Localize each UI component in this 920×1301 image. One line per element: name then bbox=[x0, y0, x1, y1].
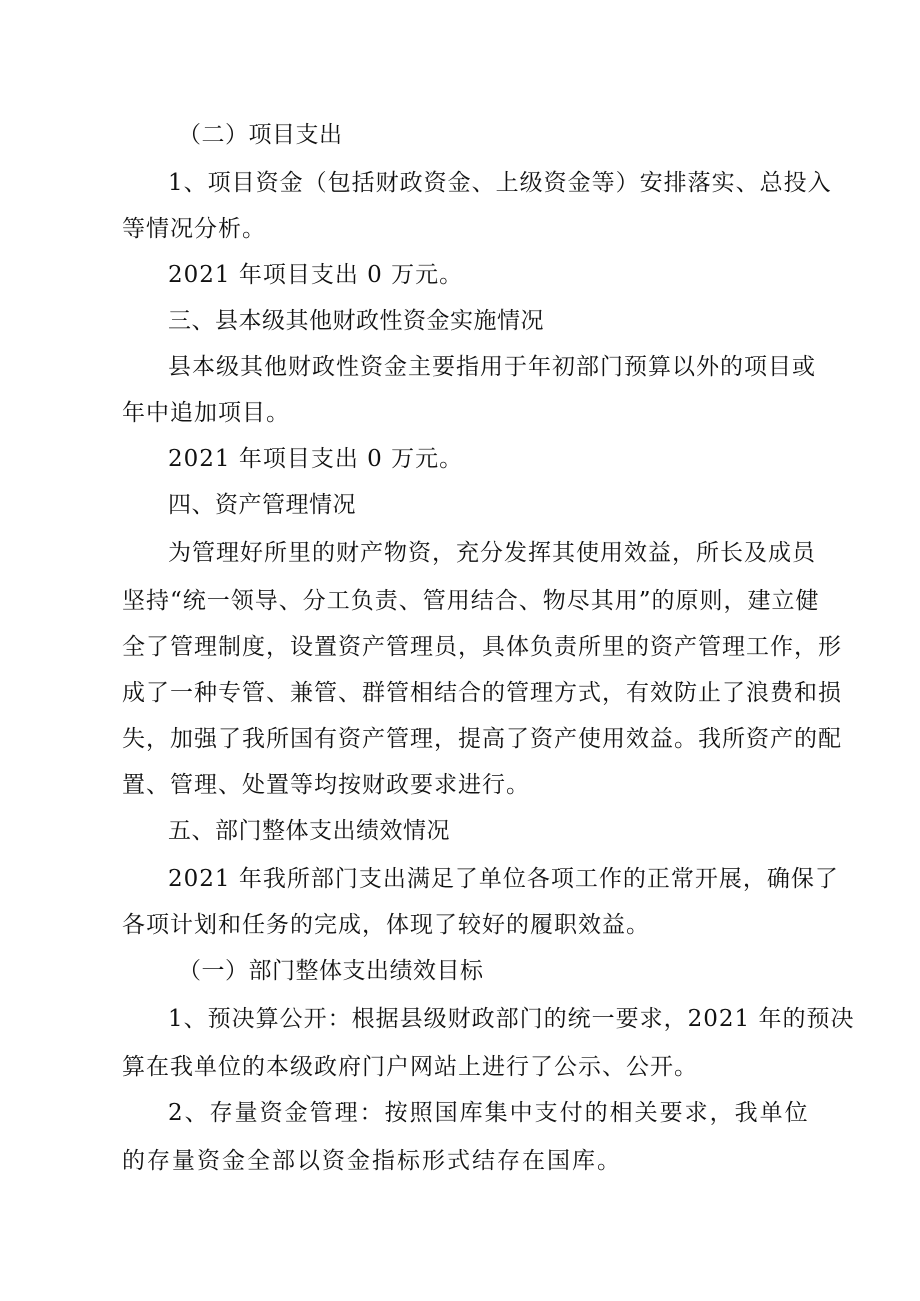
paragraph-line: 1、项目资金（包括财政资金、上级资金等）安排落实、总投入 bbox=[168, 170, 832, 196]
paragraph-line: 年中追加项目。 bbox=[122, 400, 290, 426]
paragraph-line: 坚持“统一领导、分工负责、管用结合、物尽其用”的原则，建立健 bbox=[122, 588, 820, 614]
section-heading-project-expenditure: （二）项目支出 bbox=[178, 122, 343, 148]
paragraph-line: 1、预决算公开：根据县级财政部门的统一要求，2021 年的预决 bbox=[168, 1006, 855, 1032]
paragraph-line: 算在我单位的本级政府门户网站上进行了公示、公开。 bbox=[122, 1054, 698, 1080]
paragraph-line: 失，加强了我所国有资产管理，提高了资产使用效益。我所资产的配 bbox=[122, 726, 842, 752]
paragraph-line: 全了管理制度，设置资产管理员，具体负责所里的资产管理工作，形 bbox=[122, 634, 842, 660]
paragraph-line: 2021 年项目支出 0 万元。 bbox=[168, 446, 464, 472]
section-heading-other-funds: 三、县本级其他财政性资金实施情况 bbox=[168, 308, 544, 334]
paragraph-line: 各项计划和任务的完成，体现了较好的履职效益。 bbox=[122, 912, 650, 938]
section-heading-performance: 五、部门整体支出绩效情况 bbox=[168, 818, 450, 844]
paragraph-line: 县本级其他财政性资金主要指用于年初部门预算以外的项目或 bbox=[168, 354, 816, 380]
section-heading-performance-goals: （一）部门整体支出绩效目标 bbox=[178, 958, 484, 984]
paragraph-line: 为管理好所里的财产物资，充分发挥其使用效益，所长及成员 bbox=[168, 540, 816, 566]
paragraph-line: 2021 年项目支出 0 万元。 bbox=[168, 262, 464, 288]
section-heading-asset-management: 四、资产管理情况 bbox=[168, 492, 356, 518]
paragraph-line: 2、存量资金管理：按照国库集中支付的相关要求，我单位 bbox=[168, 1100, 810, 1126]
paragraph-line: 2021 年我所部门支出满足了单位各项工作的正常开展，确保了 bbox=[168, 866, 839, 892]
paragraph-line: 成了一种专管、兼管、群管相结合的管理方式，有效防止了浪费和损 bbox=[122, 680, 842, 706]
paragraph-line: 置、管理、处置等均按财政要求进行。 bbox=[122, 772, 530, 798]
paragraph-line: 等情况分析。 bbox=[122, 216, 266, 242]
paragraph-line: 的存量资金全部以资金指标形式结存在国库。 bbox=[122, 1148, 622, 1174]
